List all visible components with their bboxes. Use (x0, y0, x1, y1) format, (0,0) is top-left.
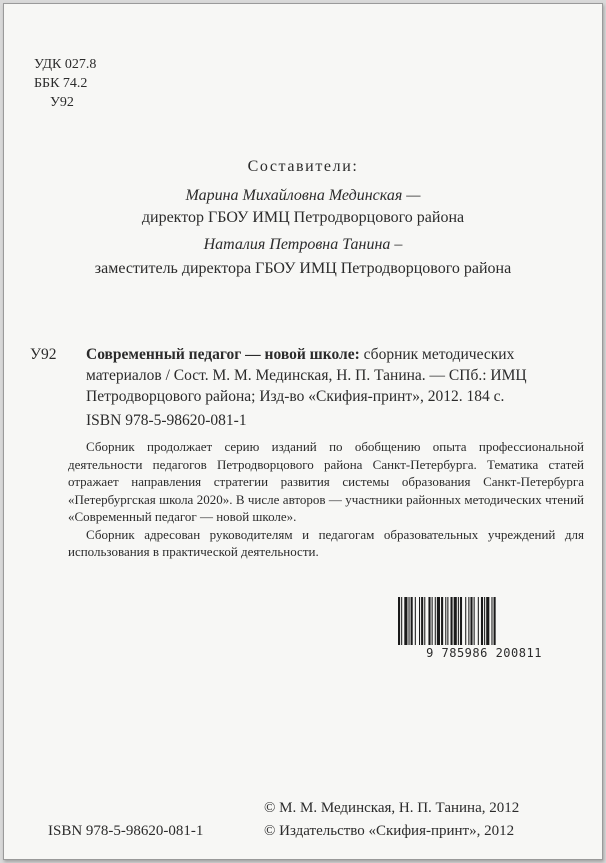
barcode-bars (396, 597, 572, 645)
compiler-role-2: заместитель директора ГБОУ ИМЦ Петродворцового района (94, 260, 512, 277)
barcode-bar (445, 597, 446, 645)
barcode-bar (419, 597, 420, 645)
barcode-bar (494, 597, 496, 645)
compiler-role-1: директор ГБОУ ИМЦ Петродворцового района (141, 209, 465, 226)
compiler-name-2: Наталия Петровна Танина – (203, 236, 403, 253)
barcode-bar (437, 597, 440, 645)
annotation-paragraph-1: Сборник продолжает серию изданий по обобщению опыта профессиональной деятельности педагогов Петродворцового района Санкт-Петербурга. Тематика статей отражает направления стратегии развития системы образования Санкт-Петербурга «Петербургская школа 2020». В числе авторов — участники районных методических чтений «Современный педагог — новой школе». (68, 439, 584, 524)
barcode-bar (447, 597, 448, 645)
barcode-bar (470, 597, 472, 645)
barcode-bar (421, 597, 423, 645)
bbk-code: ББК 74.2 (34, 76, 88, 91)
barcode-bar (415, 597, 416, 645)
copyright-authors: © М. М. Мединская, Н. П. Танина, 2012 (264, 800, 520, 816)
barcode-bar (458, 597, 459, 645)
barcode-bar (424, 597, 425, 645)
bibliographic-line2: материалов / Сост. М. М. Мединская, Н. П. Танина. — СПб.: ИМЦ (86, 367, 527, 384)
annotation-paragraph-2: Сборник адресован руководителям и педагогам образовательных учреждений для использования в практической деятельности. (68, 526, 584, 559)
barcode-digits: 9 785986 200811 (426, 646, 542, 660)
book-page (3, 3, 603, 860)
barcode-bar (404, 597, 407, 645)
barcode-bar (441, 597, 443, 645)
barcode-bar (451, 597, 453, 645)
bibliographic-line3: Петродворцового района; Изд-во «Скифия-принт», 2012. 184 с. (86, 388, 505, 405)
footer-isbn: ISBN 978-5-98620-081-1 (48, 823, 204, 839)
barcode-bar (398, 597, 400, 645)
isbn-record: ISBN 978-5-98620-081-1 (86, 412, 247, 429)
bibliographic-record (30, 344, 582, 407)
barcode-bar (411, 597, 413, 645)
barcode-bar (454, 597, 457, 645)
barcode-bar (484, 597, 485, 645)
barcode-bar (465, 597, 466, 645)
barcode-bar (409, 597, 410, 645)
udk-code: УДК 027.8 (34, 57, 97, 72)
barcode-bar (486, 597, 489, 645)
barcode-bar (428, 597, 430, 645)
bibliographic-code: У92 (30, 346, 57, 363)
author-mark: У92 (50, 95, 74, 110)
barcode-bar (491, 597, 492, 645)
annotation (68, 438, 584, 561)
bibliographic-line1-rest: сборник методических (359, 346, 515, 363)
compilers-heading: Составители: (247, 158, 359, 175)
barcode-bar (478, 597, 479, 645)
barcode-bar (401, 597, 402, 645)
barcode-bar (460, 597, 462, 645)
book-title: Современный педагог — новой школе: (86, 346, 360, 363)
classification-codes (34, 55, 96, 112)
barcode-bar (474, 597, 475, 645)
barcode-bar (435, 597, 436, 645)
barcode-bar (432, 597, 433, 645)
barcode-bar (468, 597, 469, 645)
compiler-name-1: Марина Михайловна Мединская — (185, 187, 421, 204)
copyright-publisher: © Издательство «Скифия-принт», 2012 (264, 823, 515, 839)
barcode-bar (481, 597, 483, 645)
